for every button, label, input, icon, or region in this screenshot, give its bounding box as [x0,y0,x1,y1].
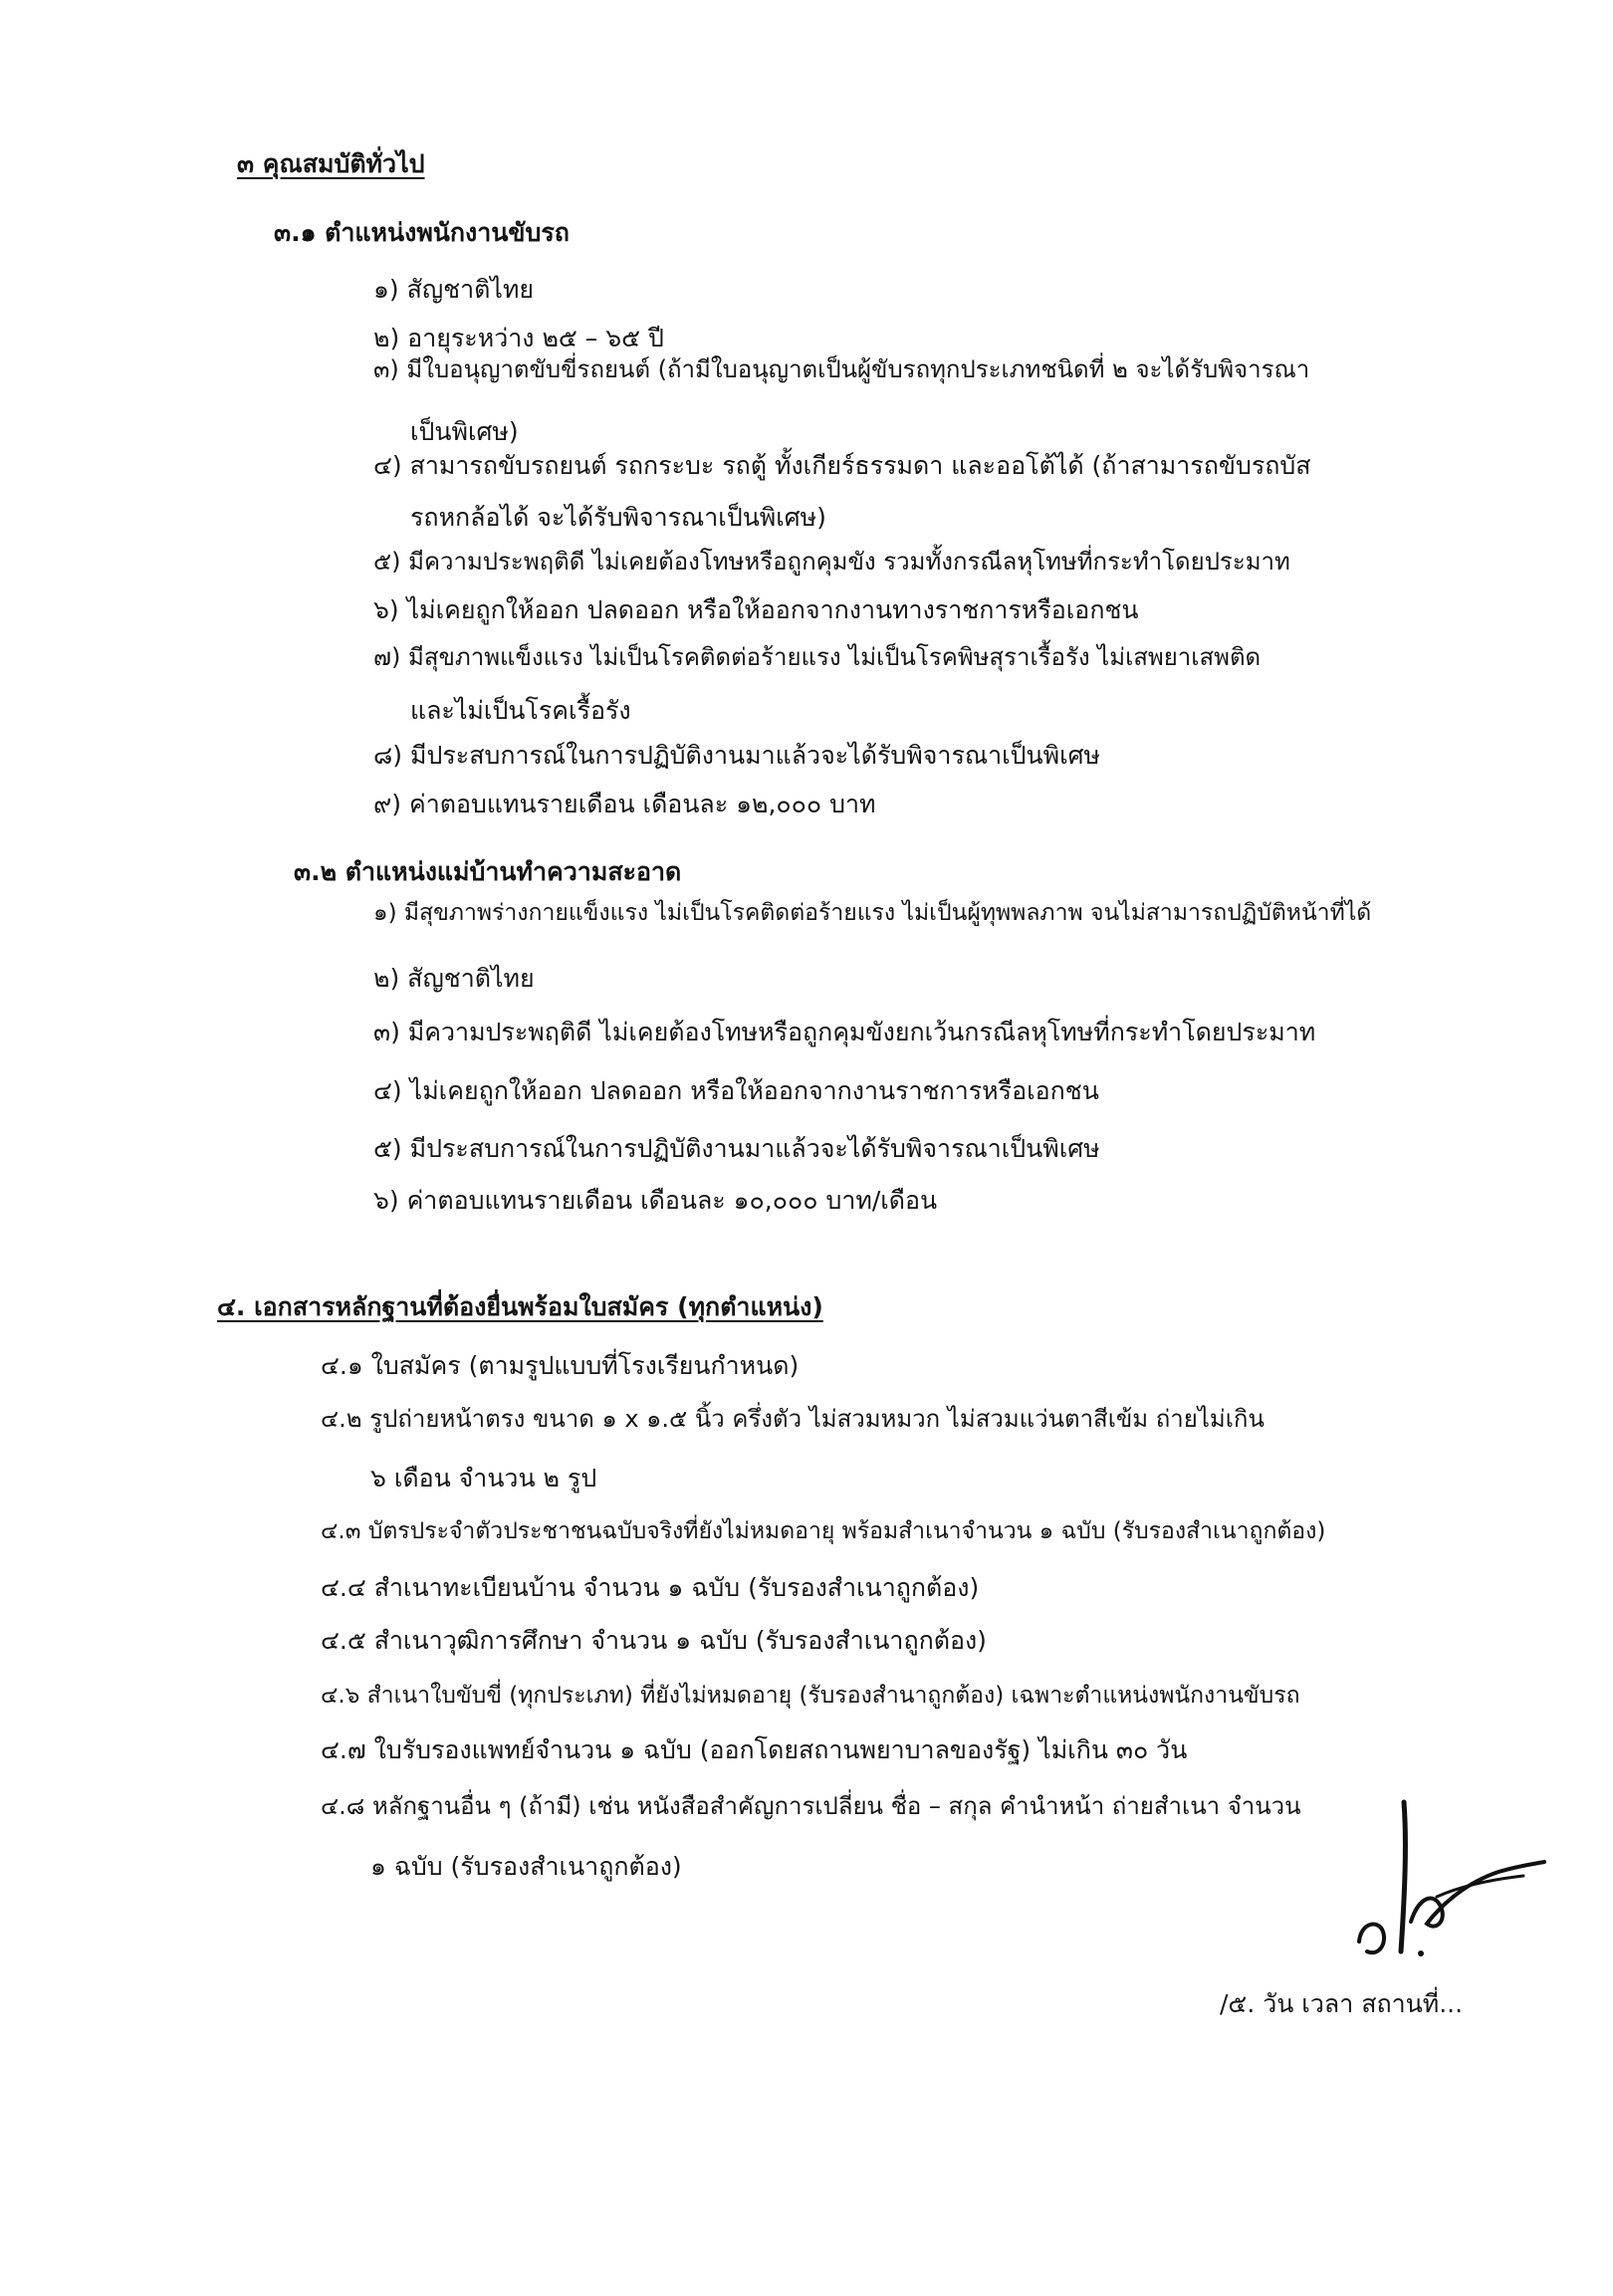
list-item: ๔.๔ สำเนาทะเบียนบ้าน จำนวน ๑ ฉบับ (รับรองสำเนาถูกต้อง) [321,1573,980,1602]
list-item: ๔) ไม่เคยถูกให้ออก ปลดออก หรือให้ออกจากงานราชการหรือเอกชน [373,1076,1099,1105]
list-item: ๒) สัญชาติไทย [373,964,535,993]
continuation-note: /๕. วัน เวลา สถานที่... [1220,1989,1464,2018]
list-item: ๔.๒ รูปถ่ายหน้าตรง ขนาด ๑ x ๑.๕ นิ้ว ครึ่งตัว ไม่สวมหมวก ไม่สวมแว่นตาสีเข้ม ถ่ายไม่เกิน [321,1405,1265,1433]
list-item: ๑) สัญชาติไทย [373,275,535,304]
list-item: ๗) มีสุขภาพแข็งแรง ไม่เป็นโรคติดต่อร้ายแรง ไม่เป็นโรคพิษสุราเรื้อรัง ไม่เสพยาเสพติด [373,643,1262,671]
list-item: ๙) ค่าตอบแทนรายเดือน เดือนละ ๑๒,๐๐๐ บาท [373,790,876,818]
list-item-continuation: เป็นพิเศษ) [410,417,519,446]
list-item: ๖) ค่าตอบแทนรายเดือน เดือนละ ๑๐,๐๐๐ บาท/เดือน [373,1186,938,1215]
list-item: ๖) ไม่เคยถูกให้ออก ปลดออก หรือให้ออกจากงานทางราชการหรือเอกชน [373,595,1139,624]
subsection-3-1-title: ๓.๑ ตำแหน่งพนักงานขับรถ [274,218,570,247]
list-item: ๕) มีความประพฤติดี ไม่เคยต้องโทษหรือถูกคุมขัง รวมทั้งกรณีลหุโทษที่กระทำโดยประมาท [373,548,1290,575]
section-3-heading: ๓ คุณสมบัติทั่วไป [237,149,425,178]
list-item: ๓) มีใบอนุญาตขับขี่รถยนต์ (ถ้ามีใบอนุญาตเป็นผู้ขับรถทุกประเภทชนิดที่ ๒ จะได้รับพิจารณา [373,355,1310,383]
list-item: ๘) มีประสบการณ์ในการปฏิบัติงานมาแล้วจะได้รับพิจารณาเป็นพิเศษ [373,741,1100,770]
list-item-continuation: ๑ ฉบับ (รับรองสำเนาถูกต้อง) [370,1852,682,1881]
list-item: ๓) มีความประพฤติดี ไม่เคยต้องโทษหรือถูกคุมขังยกเว้นกรณีลหุโทษที่กระทำโดยประมาท [373,1018,1316,1046]
section-4-heading: ๔. เอกสารหลักฐานที่ต้องยื่นพร้อมใบสมัคร (ทุกตำแหน่ง) [217,1292,823,1321]
list-item: ๔.๑ ใบสมัคร (ตามรูปแบบที่โรงเรียนกำหนด) [321,1351,800,1380]
list-item: ๒) อายุระหว่าง ๒๕ – ๖๕ ปี [373,324,664,352]
list-item: ๔.๖ สำเนาใบขับขี่ (ทุกประเภท) ที่ยังไม่หมดอายุ (รับรองสำนาถูกต้อง) เฉพาะตำแหน่งพนักงานขับรถ [321,1683,1300,1709]
list-item: ๔.๕ สำเนาวุฒิการศึกษา จำนวน ๑ ฉบับ (รับรองสำเนาถูกต้อง) [321,1626,987,1655]
list-item-continuation: รถหกล้อได้ จะได้รับพิจารณาเป็นพิเศษ) [410,503,826,532]
signature-icon [1349,1792,1548,1971]
list-item: ๔) สามารถขับรถยนต์ รถกระบะ รถตู้ ทั้งเกียร์ธรรมดา และออโต้ได้ (ถ้าสามารถขับรถบัส [373,451,1311,480]
list-item: ๔.๘ หลักฐานอื่น ๆ (ถ้ามี) เช่น หนังสือสำคัญการเปลี่ยน ชื่อ – สกุล คำนำหน้า ถ่ายสำเนา จำนวน [321,1792,1301,1820]
list-item: ๔.๗ ใบรับรองแพทย์จำนวน ๑ ฉบับ (ออกโดยสถานพยาบาลของรัฐ) ไม่เกิน ๓๐ วัน [321,1735,1188,1764]
list-item-continuation: และไม่เป็นโรคเรื้อรัง [410,696,631,725]
subsection-3-2-title: ๓.๒ ตำแหน่งแม่บ้านทำความสะอาด [294,857,682,886]
list-item: ๑) มีสุขภาพร่างกายแข็งแรง ไม่เป็นโรคติดต่อร้ายแรง ไม่เป็นผู้ทุพพลภาพ จนไม่สามารถปฏิบัติหน้าที่ได้ [373,900,1372,926]
list-item: ๕) มีประสบการณ์ในการปฏิบัติงานมาแล้วจะได้รับพิจารณาเป็นพิเศษ [373,1134,1100,1163]
list-item: ๔.๓ บัตรประจำตัวประชาชนฉบับจริงที่ยังไม่หมดอายุ พร้อมสำเนาจำนวน ๑ ฉบับ (รับรองสำเนาถูกต้อง) [321,1518,1326,1544]
list-item-continuation: ๖ เดือน จำนวน ๒ รูป [370,1464,597,1492]
